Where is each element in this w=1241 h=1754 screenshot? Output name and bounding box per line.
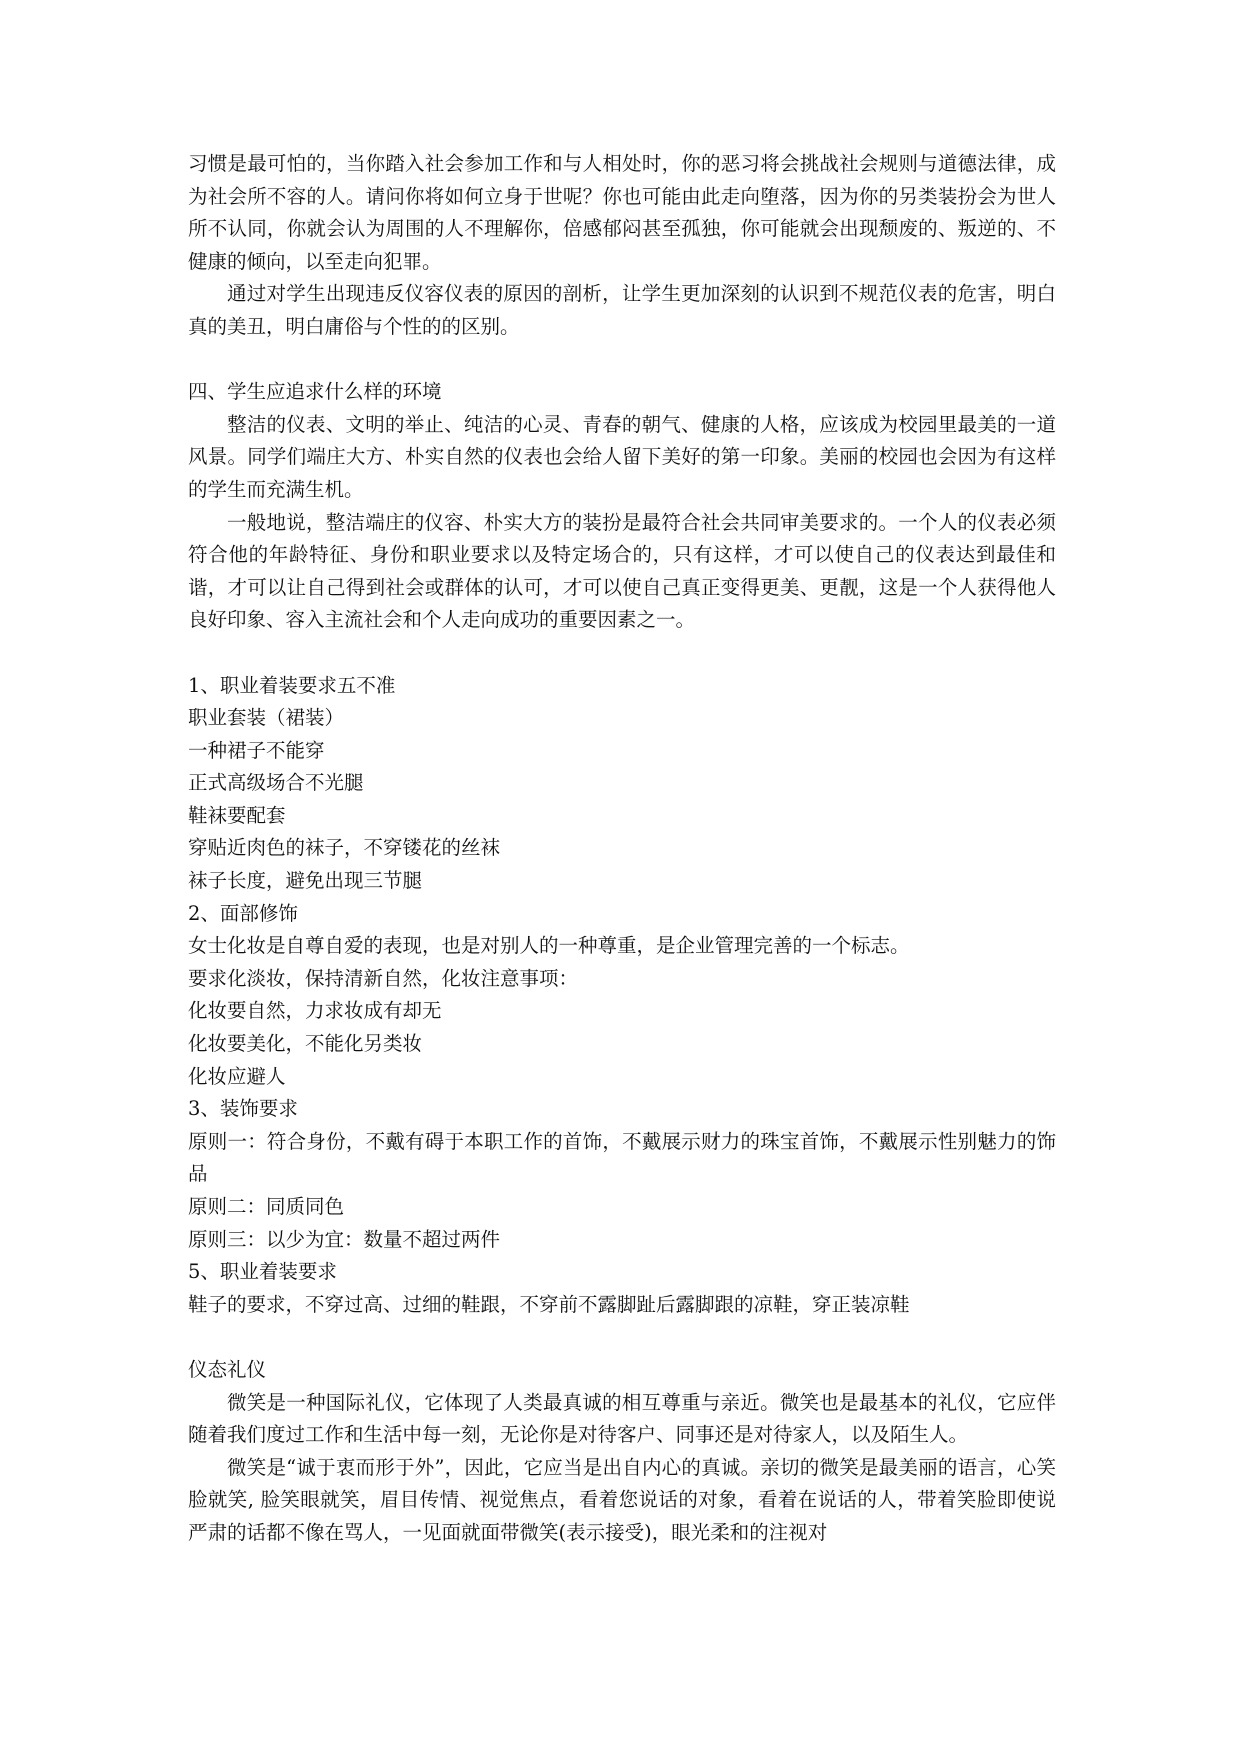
spacer — [188, 637, 1056, 670]
list-item: 穿贴近肉色的袜子，不穿镂花的丝袜 — [188, 836, 501, 860]
list-item: 一种裙子不能穿 — [188, 738, 325, 762]
paragraph-general: 一般地说，整洁端庄的仪容、朴实大方的装扮是最符合社会共同审美要求的。一个人的仪表必须符合他的年龄特征、身份和职业要求以及特定场合的，只有这样，才可以使自己的仪表达到最佳和谐，才可以让自己得到社会或群体的认可，才可以使自己真正变得更美、更靓，这是一个人获得他人良好印象、容入主流社会和个人走向成功的重要因素之一。 — [188, 510, 1056, 632]
list-item: 正式高级场合不光腿 — [188, 771, 364, 795]
list-item: 职业套装（裙装） — [188, 706, 345, 730]
list-item: 原则三：以少为宜：数量不超过两件 — [188, 1227, 501, 1251]
paragraph-neat-appearance: 整洁的仪表、文明的举止、纯洁的心灵、青春的朝气、健康的人格，应该成为校园里最美的一道风景。同学们端庄大方、朴实自然的仪表也会给人留下美好的第一印象。美丽的校园也会因为有这样的学生而充满生机。 — [188, 412, 1056, 501]
document-page — [188, 148, 1056, 1550]
list-item: 化妆应避人 — [188, 1064, 286, 1088]
paragraph-smile: 微笑是一种国际礼仪，它体现了人类最真诚的相互尊重与亲近。微笑也是最基本的礼仪，它应伴随着我们度过工作和生活中每一刻，无论你是对待客户、同事还是对待家人，以及陌生人。 — [188, 1390, 1056, 1447]
list-item: 要求化淡妆，保持清新自然，化妆注意事项： — [188, 966, 579, 990]
list-item: 原则一：符合身份，不戴有碍于本职工作的首饰，不戴展示财力的珠宝首饰，不戴展示性别魅力的饰品 — [188, 1129, 1056, 1186]
list-item: 化妆要美化，不能化另类妆 — [188, 1032, 423, 1056]
paragraph-analysis: 通过对学生出现违反仪容仪表的原因的剖析，让学生更加深刻的认识到不规范仪表的危害，明白真的美丑，明白庸俗与个性的的区别。 — [188, 282, 1056, 338]
spacer — [188, 1321, 1056, 1354]
list-heading-attire: 1、职业着装要求五不准 — [188, 673, 396, 697]
section-heading-environment: 四、学生应追求什么样的环境 — [188, 380, 442, 404]
spacer — [188, 344, 1056, 377]
list-item: 原则二：同质同色 — [188, 1195, 345, 1218]
list-heading-face: 2、面部修饰 — [188, 901, 298, 925]
list-item: 袜子长度，避免出现三节腿 — [188, 869, 423, 893]
list-item: 鞋袜要配套 — [188, 803, 286, 827]
section-heading-etiquette: 仪态礼仪 — [188, 1357, 267, 1381]
list-item: 化妆要自然，力求妆成有却无 — [188, 999, 442, 1023]
list-item: 鞋子的要求，不穿过高、过细的鞋跟，不穿前不露脚趾后露脚跟的凉鞋，穿正装凉鞋 — [188, 1292, 910, 1316]
list-heading-accessories: 3、装饰要求 — [188, 1097, 298, 1121]
list-heading-shoes: 5、职业着装要求 — [188, 1260, 337, 1284]
paragraph-smile-sincere: 微笑是“诚于衷而形于外”，因此，它应当是出自内心的真诚。亲切的微笑是最美丽的语言，心笑脸就笑, 脸笑眼就笑，眉目传情、视觉焦点，看着您说话的对象，看着在说话的人，带着笑脸即使说严肃的话都不像在骂人，一见面就面带微笑(表示接受)，眼光柔和的注视对 — [188, 1455, 1056, 1544]
list-item: 女士化妆是自尊自爱的表现，也是对别人的一种尊重，是企业管理完善的一个标志。 — [188, 934, 910, 958]
paragraph-habits: 习惯是最可怕的，当你踏入社会参加工作和与人相处时，你的恶习将会挑战社会规则与道德法律，成为社会所不容的人。请问你将如何立身于世呢？你也可能由此走向堕落，因为你的另类装扮会为世人所不认同，你就会认为周围的人不理解你，倍感郁闷甚至孤独，你可能就会出现颓废的、叛逆的、不健康的倾向，以至走向犯罪。 — [188, 152, 1056, 273]
